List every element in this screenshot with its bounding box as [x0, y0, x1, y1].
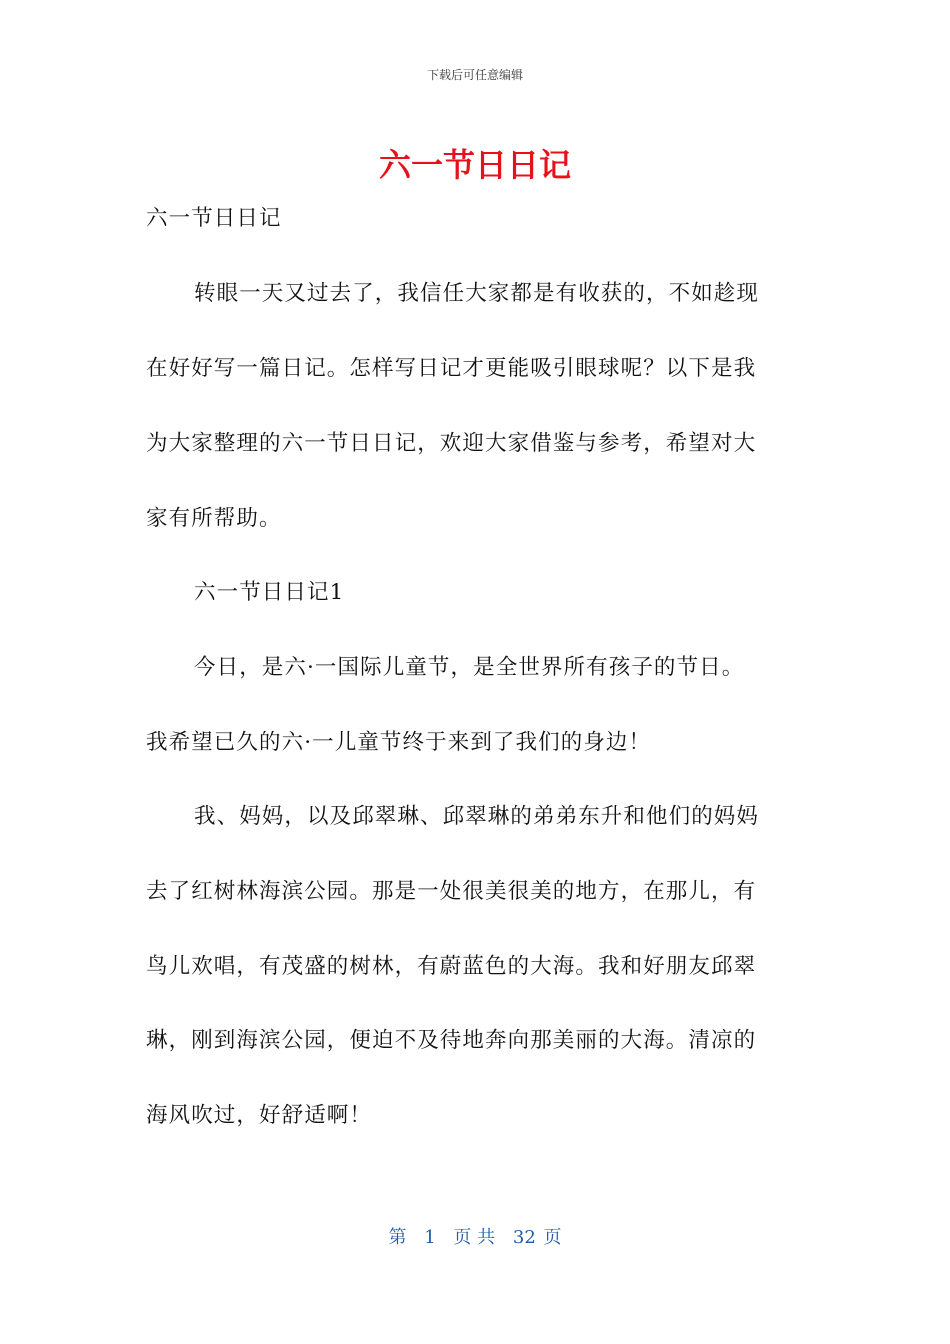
paragraph-line: 转眼一天又过去了，我信任大家都是有收获的，不如趁现 — [194, 281, 760, 306]
paragraph-line: 我希望已久的六·一儿童节终于来到了我们的身边！ — [146, 730, 652, 755]
paragraph-line: 为大家整理的六一节日日记，欢迎大家借鉴与参考，希望对大 — [146, 431, 757, 456]
paragraph-line: 去了红树林海滨公园。那是一处很美很美的地方，在那儿，有 — [146, 879, 757, 904]
paragraph-line: 在好好写一篇日记。怎样写日记才更能吸引眼球呢？以下是我 — [146, 356, 757, 381]
paragraph-line: 家有所帮助。 — [146, 506, 282, 531]
subtitle-line: 六一节日日记 — [146, 206, 282, 231]
paragraph-line: 琳，刚到海滨公园，便迫不及待地奔向那美丽的大海。清凉的 — [146, 1028, 757, 1053]
footer-page-number: 1 — [424, 1227, 436, 1248]
paragraph-line: 今日，是六·一国际儿童节，是全世界所有孩子的节日。 — [194, 655, 745, 680]
footer-suffix: 页 — [543, 1227, 562, 1248]
section-heading: 六一节日日记1 — [194, 580, 345, 605]
footer-middle: 页 共 — [453, 1227, 496, 1248]
document-title: 六一节日日记 — [378, 146, 571, 184]
page-footer — [0, 1225, 950, 1251]
paragraph-line: 鸟儿欢唱，有茂盛的树林，有蔚蓝色的大海。我和好朋友邱翠 — [146, 954, 757, 979]
header-note: 下载后可任意编辑 — [426, 68, 523, 82]
footer-prefix: 第 — [388, 1227, 407, 1248]
footer-total-pages: 32 — [512, 1227, 536, 1248]
paragraph-line: 我、妈妈，以及邱翠琳、邱翠琳的弟弟东升和他们的妈妈 — [194, 804, 760, 829]
paragraph-line: 海风吹过，好舒适啊！ — [146, 1103, 373, 1128]
